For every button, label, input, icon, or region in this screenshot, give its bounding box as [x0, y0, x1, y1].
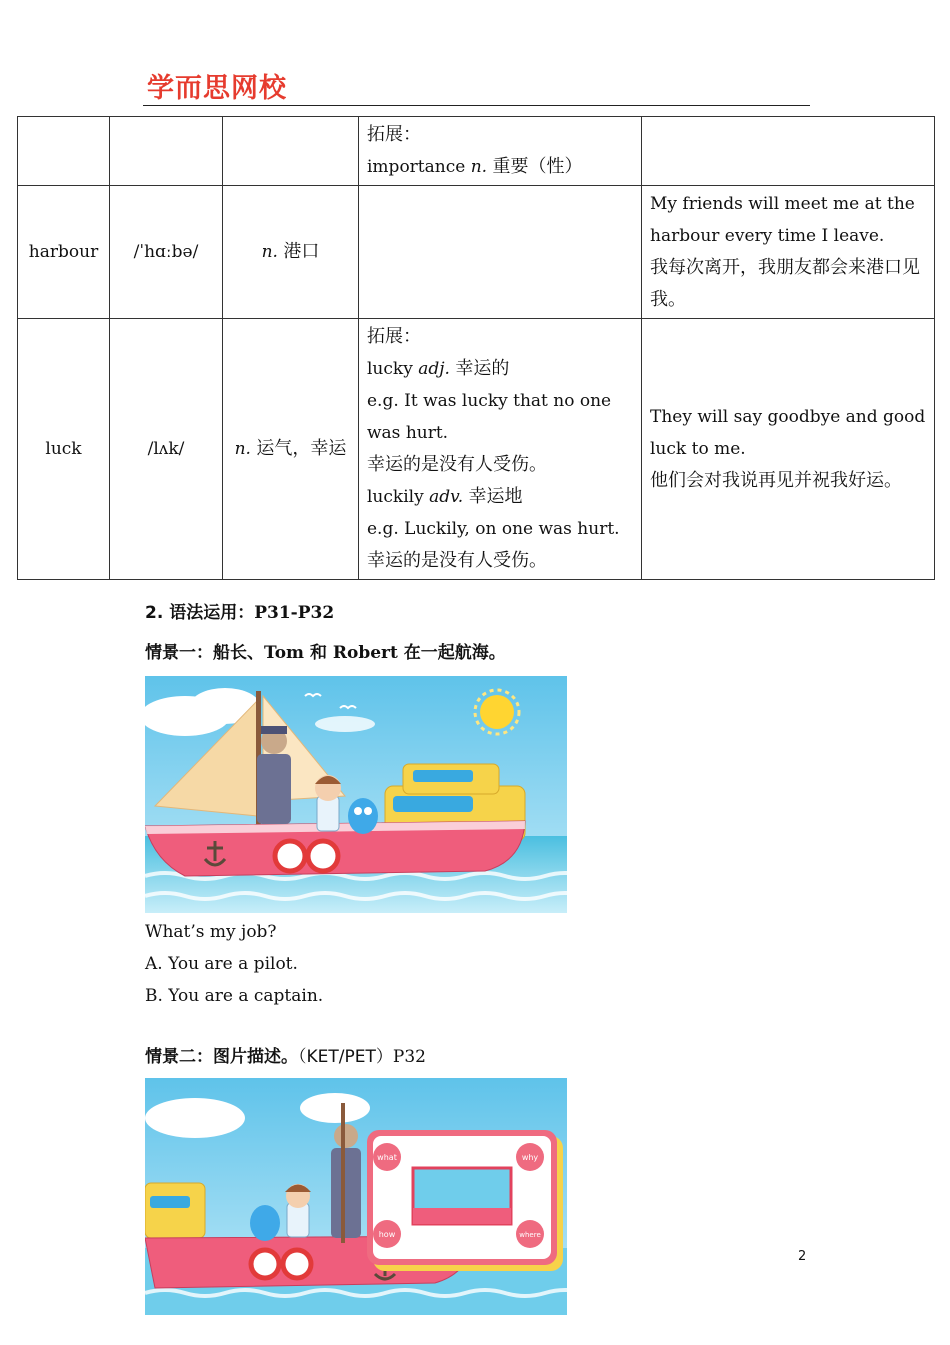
extension-cell	[359, 117, 642, 186]
vocabulary-table	[17, 116, 935, 580]
ext-pos: adv.	[429, 487, 464, 507]
cabin	[145, 1183, 205, 1238]
scene1-heading	[145, 638, 506, 663]
scene1-name-robert: Robert	[332, 643, 398, 663]
page-number: 2	[798, 1249, 807, 1264]
phonetic-cell: /lʌk/	[110, 319, 223, 580]
meaning-cn: 运气，幸运	[256, 438, 347, 459]
table-row	[18, 319, 935, 580]
table-row	[18, 117, 935, 186]
ext-example: e.g. It was lucky that no one was hurt.	[367, 391, 612, 443]
picture-description-illustration	[145, 1078, 567, 1315]
example-cn: 他们会对我说再见并祝我好运。	[650, 470, 902, 491]
extension-cell	[359, 186, 642, 319]
example-cell	[642, 117, 935, 186]
section-pages: P31-P32	[254, 603, 335, 623]
example-cn: 我每次离开，我朋友都会来港口见我。	[650, 257, 920, 310]
question-text: What’s my job?	[145, 922, 277, 942]
school-logo: 学而思网校	[147, 73, 287, 104]
meaning-cell	[223, 319, 359, 580]
example-en: They will say goodbye and good luck to me.	[650, 407, 926, 459]
word-cell: luck	[18, 319, 110, 580]
scene2-ket: （KET/PET）	[298, 1047, 393, 1067]
scene2-title: 情景二：图片描述。	[145, 1047, 298, 1067]
scene2-page: P32	[392, 1047, 426, 1067]
ext-cn: 幸运的	[455, 358, 510, 379]
section-title: 语法运用：	[169, 603, 255, 623]
question-card	[367, 1130, 563, 1271]
word-cell: harbour	[18, 186, 110, 319]
ext-pos: n.	[470, 157, 488, 177]
word-cell	[18, 117, 110, 186]
boy-figure	[315, 775, 341, 831]
example-cell	[642, 319, 935, 580]
scene1-title-c: 在一起航海。	[403, 643, 506, 663]
card-label-where: where	[519, 1231, 541, 1239]
ext-cn: 重要（性）	[492, 156, 583, 177]
ext-pos: adj.	[418, 359, 450, 379]
example-cell	[642, 186, 935, 319]
meaning-cell	[223, 186, 359, 319]
ext-word: lucky	[367, 359, 413, 379]
captain-figure	[257, 726, 291, 824]
meaning-cell	[223, 117, 359, 186]
meaning-pos: n.	[234, 439, 251, 459]
extension-label: 拓展：	[367, 326, 421, 347]
blue-mascot-figure	[250, 1205, 280, 1241]
meaning-cn: 港口	[283, 241, 320, 262]
scene1-name-tom: Tom	[264, 643, 305, 663]
card-label-what: what	[377, 1153, 397, 1162]
boy-figure	[285, 1184, 311, 1237]
section-heading	[145, 598, 334, 623]
ext-word: importance	[367, 157, 466, 177]
extension-cell	[359, 319, 642, 580]
header-divider	[143, 105, 810, 106]
card-label-how: how	[378, 1230, 396, 1239]
example-en: My friends will meet me at the harbour every time I leave.	[650, 194, 915, 246]
ext-word: luckily	[367, 487, 424, 507]
meaning-pos: n.	[261, 242, 278, 262]
option-b: B. You are a captain.	[145, 986, 324, 1006]
table-row	[18, 186, 935, 319]
section-number: 2.	[145, 603, 164, 623]
card-label-why: why	[521, 1153, 539, 1162]
ext-example: e.g. Luckily, on one was hurt.	[367, 519, 620, 539]
scene1-title-a: 情景一：船长、	[145, 643, 264, 663]
scene1-title-b: 和	[309, 643, 327, 663]
sailing-boat-illustration	[145, 676, 567, 913]
blue-mascot-figure	[348, 798, 378, 834]
ext-example-cn: 幸运的是没有人受伤。	[367, 454, 547, 475]
ext-example-cn: 幸运的是没有人受伤。	[367, 550, 547, 571]
extension-label: 拓展：	[367, 124, 421, 145]
phonetic-cell	[110, 117, 223, 186]
ext-cn: 幸运地	[468, 486, 523, 507]
phonetic-cell: /ˈhɑːbə/	[110, 186, 223, 319]
option-a: A. You are a pilot.	[145, 954, 298, 974]
scene2-heading	[145, 1042, 426, 1067]
